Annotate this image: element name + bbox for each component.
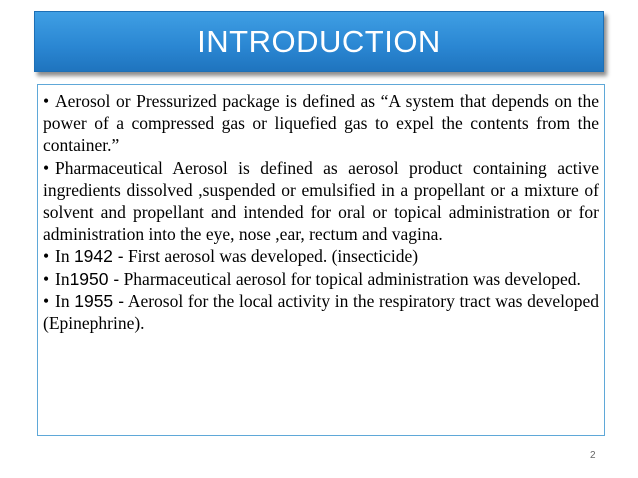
page-number: 2 bbox=[590, 450, 596, 461]
slide-title: INTRODUCTION bbox=[197, 24, 441, 59]
bullet-text: Aerosol for the local activity in the respiratory tract was developed (Epinephrine). bbox=[43, 290, 600, 334]
bullet-icon: • bbox=[43, 157, 50, 178]
bullet-icon: • bbox=[43, 246, 50, 267]
bullet-text: Pharmaceutical aerosol for topical administration was developed. bbox=[119, 268, 581, 289]
bullet-year: 1950 - bbox=[69, 268, 120, 289]
title-bar bbox=[34, 11, 604, 72]
bullet-prefix: In bbox=[55, 246, 74, 267]
bullet-prefix: In bbox=[55, 268, 70, 289]
bullet-item-1942 bbox=[43, 245, 599, 267]
bullet-icon: • bbox=[43, 91, 50, 111]
bullet-item-1950 bbox=[43, 268, 599, 290]
content-box bbox=[37, 84, 605, 436]
bullet-text: Pharmaceutical Aerosol is defined as aerosol product containing active ingredients dissolved ,suspended or emulsified in a propellant or a mixture of solvent and propellant and intended for oral or topical administration or for administration into the eye, nose ,ear, rectum and vagina. bbox=[43, 157, 599, 245]
bullet-text: Aerosol or Pressurized package is defined as “A system that depends on the power of a compressed gas or liquefied gas to expel the contents from the container.” bbox=[43, 91, 599, 156]
bullet-year: 1942 - bbox=[73, 246, 124, 267]
bullet-icon: • bbox=[43, 290, 50, 311]
bullet-icon: • bbox=[43, 268, 50, 289]
bullet-year: 1955 - bbox=[74, 290, 125, 311]
bullet-item-1955 bbox=[43, 290, 599, 334]
bullet-prefix: In bbox=[55, 290, 75, 311]
bullet-text: First aerosol was developed. (insecticide) bbox=[123, 246, 419, 267]
bullet-item-aerosol-definition bbox=[43, 90, 599, 157]
bullet-item-pharmaceutical-aerosol bbox=[43, 157, 599, 246]
